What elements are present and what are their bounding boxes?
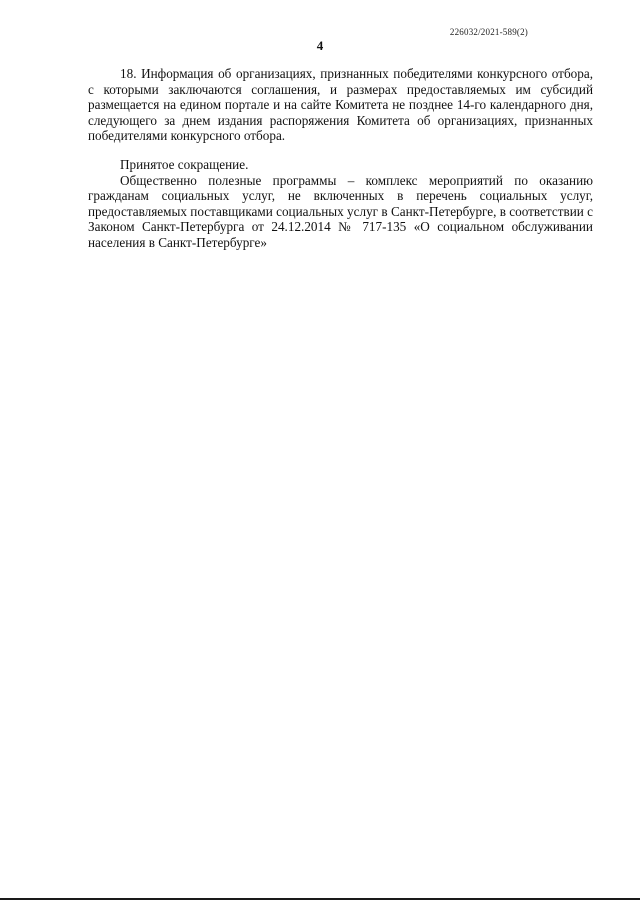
section-item-18 bbox=[88, 66, 593, 144]
paragraph-item-18: 18. Информация об организациях, признанных победителями конкурсного отбора, с которыми заключаются соглашения, и размерах предоставляемых им субсидий размещается на едином портале и на сайте Комитета не позднее 14-го календарного дня, следующего за днем издания распоряжения Комитета об организациях, признанных победителями конкурсного отбора. bbox=[88, 66, 593, 143]
paragraph-abbreviation-heading: Принятое сокращение. bbox=[120, 157, 249, 172]
page-number: 4 bbox=[316, 38, 324, 53]
scan-edge-line bbox=[0, 898, 640, 900]
document-id: 226032/2021-589(2) bbox=[449, 27, 528, 37]
section-abbreviations bbox=[88, 157, 593, 250]
paragraph-abbreviation-definition: Общественно полезные программы – комплекс мероприятий по оказанию гражданам социальных услуг, не включенных в перечень социальных услуг, предоставляемых поставщиками социальных услуг в Санкт-Петербурге, в соответствии с Законом Санкт-Петербурга от 24.12.2014 № 717-135 «О социальном обслуживании населения в Санкт-Петербурге» bbox=[88, 172, 593, 250]
